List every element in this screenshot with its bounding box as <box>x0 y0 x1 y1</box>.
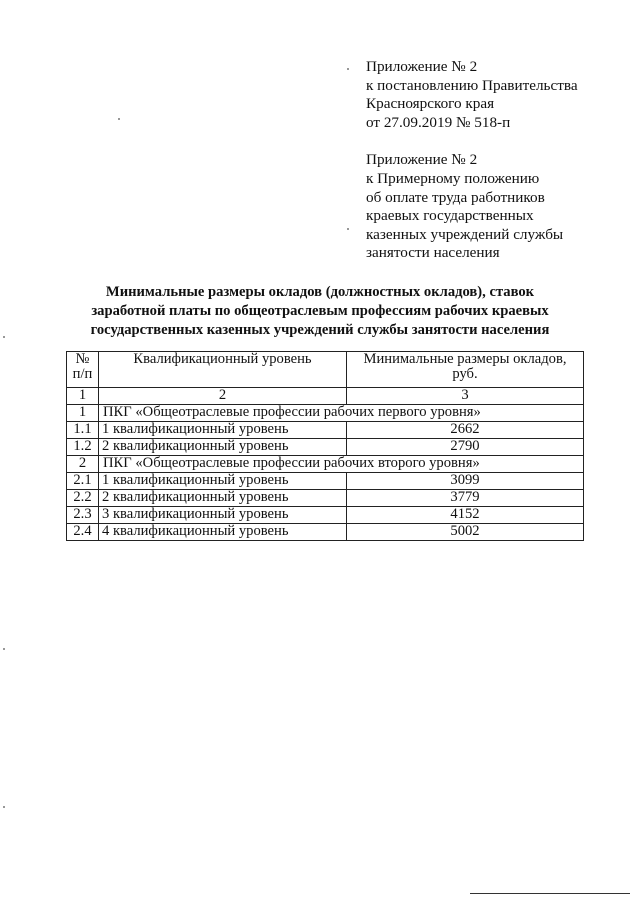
regulation-line: краевых государственных <box>366 207 534 225</box>
row-num: 2.4 <box>67 524 99 541</box>
row-num: 1.2 <box>67 439 99 456</box>
row-num: 1.1 <box>67 422 99 439</box>
table-row <box>67 507 584 524</box>
scan-speck <box>347 228 349 230</box>
regulation-line: казенных учреждений службы <box>366 225 564 243</box>
index-cell: 3 <box>347 388 584 405</box>
group-row <box>67 405 584 422</box>
row-level: 3 квалификационный уровень <box>99 507 347 524</box>
row-value: 3779 <box>347 490 584 507</box>
row-value: 5002 <box>347 524 584 541</box>
table-row <box>67 524 584 541</box>
title-line: государственных казенных учреждений службы занятости населения <box>90 322 550 338</box>
regulation-line: Приложение № 2 <box>366 151 478 169</box>
scan-speck <box>3 648 5 650</box>
table-row <box>67 422 584 439</box>
regulation-line: занятости населения <box>366 244 500 262</box>
group-title: ПКГ «Общеотраслевые профессии рабочих первого уровня» <box>99 405 584 422</box>
document-title <box>40 283 600 340</box>
row-num: 2.1 <box>67 473 99 490</box>
appendix-line: Красноярского края <box>366 95 495 113</box>
row-value: 2662 <box>347 422 584 439</box>
group-num: 1 <box>67 405 99 422</box>
header-level: Квалификационный уровень <box>99 352 347 388</box>
table-row <box>67 473 584 490</box>
appendix-line: от 27.09.2019 № 518-п <box>366 113 511 131</box>
regulation-line: к Примерному положению <box>366 169 540 187</box>
row-value: 3099 <box>347 473 584 490</box>
scan-speck <box>118 118 120 120</box>
row-level: 4 квалификационный уровень <box>99 524 347 541</box>
group-num: 2 <box>67 456 99 473</box>
title-line: заработной платы по общеотраслевым профессиям рабочих краевых <box>91 303 549 319</box>
index-row <box>67 388 584 405</box>
header-salary: Минимальные размеры окладов, руб. <box>347 352 584 388</box>
row-value: 4152 <box>347 507 584 524</box>
scan-speck <box>3 806 5 808</box>
scan-speck <box>347 68 349 70</box>
appendix-header <box>366 58 626 263</box>
salary-table <box>66 351 584 541</box>
table-row <box>67 490 584 507</box>
row-level: 2 квалификационный уровень <box>99 439 347 456</box>
row-level: 2 квалификационный уровень <box>99 490 347 507</box>
group-title: ПКГ «Общеотраслевые профессии рабочих второго уровня» <box>99 456 584 473</box>
row-num: 2.3 <box>67 507 99 524</box>
row-level: 1 квалификационный уровень <box>99 422 347 439</box>
row-value: 2790 <box>347 439 584 456</box>
regulation-line: об оплате труда работников <box>366 188 545 206</box>
group-row <box>67 456 584 473</box>
table-header-row <box>67 352 584 388</box>
scan-edge-line <box>470 893 630 894</box>
header-spacer <box>366 132 626 151</box>
table-row <box>67 439 584 456</box>
title-line: Минимальные размеры окладов (должностных окладов), ставок <box>105 284 535 300</box>
header-num: № п/п <box>67 352 99 388</box>
appendix-line: к постановлению Правительства <box>366 76 578 94</box>
row-level: 1 квалификационный уровень <box>99 473 347 490</box>
index-cell: 2 <box>99 388 347 405</box>
appendix-line: Приложение № 2 <box>366 58 478 75</box>
row-num: 2.2 <box>67 490 99 507</box>
index-cell: 1 <box>67 388 99 405</box>
scan-speck <box>3 336 5 338</box>
